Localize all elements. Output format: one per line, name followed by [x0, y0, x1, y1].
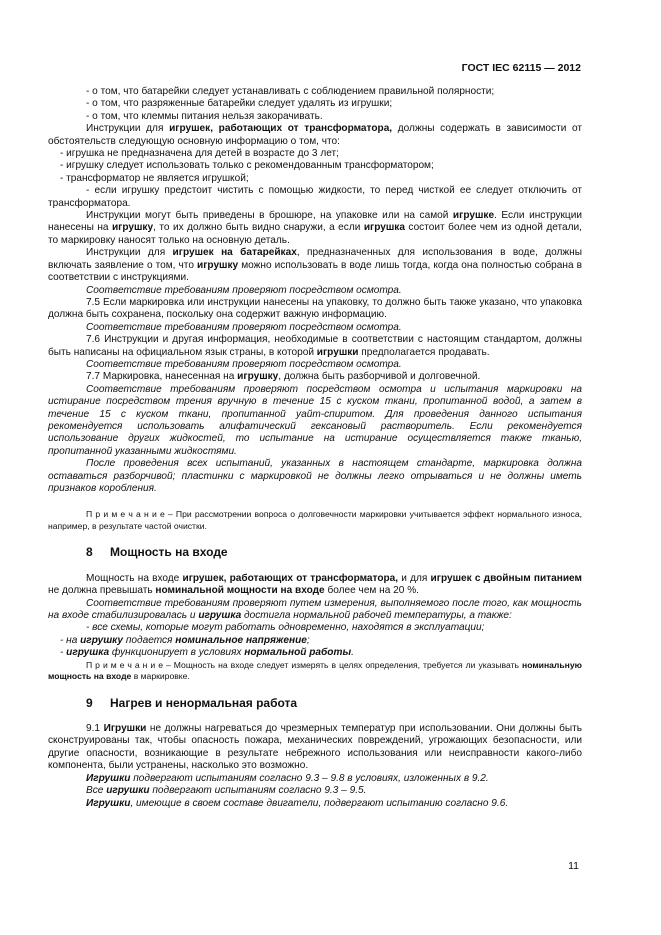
list-item: - игрушка не предназначена для детей в возрасте до 3 лет; — [60, 148, 339, 160]
paragraph: - если игрушку предстоит чистить с помощью жидкости, то перед чисткой ее следует отключить от трансформатора. — [48, 185, 582, 209]
compliance-text: Игрушки, имеющие в своем составе двигатели, подвергают испытанию согласно 9.6. — [86, 797, 509, 809]
paragraph: - о том, что клеммы питания нельзя закорачивать. — [86, 110, 323, 122]
page-number: 11 — [568, 860, 579, 872]
compliance-text: После проведения всех испытаний, указанных в настоящем стандарте, маркировка должна оставаться разборчивой; пластинки с маркировкой не должны легко отрываться и не должны иметь признаков коробления. — [48, 458, 582, 494]
clause-7-7: 7.7 Маркировка, нанесенная на игрушку, должна быть разборчивой и долговечной. — [86, 371, 481, 383]
compliance-text: Соответствие требованиям проверяют путем измерения, выполняемого после того, как мощность на входе стабилизировалась и игрушка достигла нормальной рабочей температуры, а также: — [48, 597, 582, 622]
paragraph: Инструкции могут быть приведены в брошюре, на упаковке или на самой игрушке. Если инструкции нанесены на игрушку, то их должно быть видно снаружи, а если игрушка состоит более чем из одной детали, то маркировку наносят только на основную деталь. — [48, 210, 582, 246]
compliance-text: Соответствие требованиям проверяют посредством осмотра и испытания маркировки на истирание посредством трения вручную в течение 15 с куском ткани, пропитанной водой, а затем в течение 15 с куском ткани, пропитанной уайт-спиритом. Для проведения данного испытания рекомендуется использовать алифатический гексановый растворитель. Если рекомендуется использование других жидкостей, то испытание на истирание осуществляется также тканью, пропитанной указанными жидкостями. — [48, 383, 582, 457]
section-heading-8: 8 Мощность на входе — [86, 545, 228, 560]
paragraph: Инструкции для игрушек на батарейках, предназначенных для использования в воде, должны включать заявление о том, что игрушку можно использовать в воде лишь тогда, когда она полностью собрана в соответствии с инструкциями. — [48, 247, 583, 284]
document-body — [48, 86, 582, 810]
section-heading-9: 9 Нагрев и ненормальная работа — [86, 695, 298, 710]
paragraph: - о том, что батарейки следует устанавливать с соблюдением правильной полярности; — [86, 86, 495, 97]
paragraph: Инструкции для игрушек, работающих от трансформатора, должны содержать в зависимости от обстоятельств следующую основную информацию о том, что: — [48, 123, 583, 147]
clause-9-1: 9.1 Игрушки не должны нагреваться до чрезмерных температур при использовании. Они должны быть сконструированы так, чтобы опасность пожара, механических повреждений, угрожающих безопасности, или другие опасности, возникающие в результате небрежного использования или неисправности какого-либо компонента, были устранены, насколько это возможно. — [48, 723, 582, 772]
compliance-text: Соответствие требованиям проверяют посредством осмотра. — [86, 284, 402, 296]
clause-7-6: 7.6 Инструкции и другая информация, необходимые в соответствии с настоящим стандартом, должны быть написаны на официальном язык страны, в которой игрушки предполагается продавать. — [48, 334, 582, 358]
list-item: - на игрушку подается номинальное напряжение; — [60, 634, 310, 646]
compliance-text: Все игрушки подвергают испытаниям согласно 9.3 – 9.5. — [86, 785, 367, 797]
list-item: - игрушка функционирует в условиях нормальной работы. — [60, 647, 354, 659]
paragraph: - о том, что разряженные батарейки следует удалять из игрушки; — [86, 98, 393, 110]
paragraph: Мощность на входе игрушек, работающих от трансформатора, и для игрушек с двойным питанием не должна превышать номинальной мощности на входе более чем на 20 %. — [48, 572, 582, 597]
document-header: ГОСТ IEC 62115 — 2012 — [461, 62, 581, 74]
clause-7-5: 7.5 Если маркировка или инструкции нанесены на упаковку, то должно быть также указано, что упаковка должна быть сохранена, поскольку она содержит важную информацию. — [48, 296, 582, 321]
compliance-text: Игрушки подвергают испытаниям согласно 9.3 – 9.8 в условиях, изложенных в 9.2. — [86, 772, 489, 784]
compliance-text: Соответствие требованиям проверяют посредством осмотра. — [86, 358, 402, 370]
compliance-text: Соответствие требованиям проверяют посредством осмотра. — [86, 321, 402, 333]
list-item: - трансформатор не является игрушкой; — [60, 172, 249, 184]
list-item: - все схемы, которые могут работать одновременно, находятся в эксплуатации; — [86, 622, 485, 634]
note: П р и м е ч а н и е – Мощность на входе следует измерять в целях определения, требуется ли указывать номинальную мощность на входе в маркировке. — [48, 659, 582, 682]
list-item: - игрушку следует использовать только с рекомендованным трансформатором; — [60, 160, 434, 172]
note: П р и м е ч а н и е – При рассмотрении вопроса о долговечности маркировки учитывается эффект нормального износа, например, в результате частой очистки. — [48, 509, 582, 531]
